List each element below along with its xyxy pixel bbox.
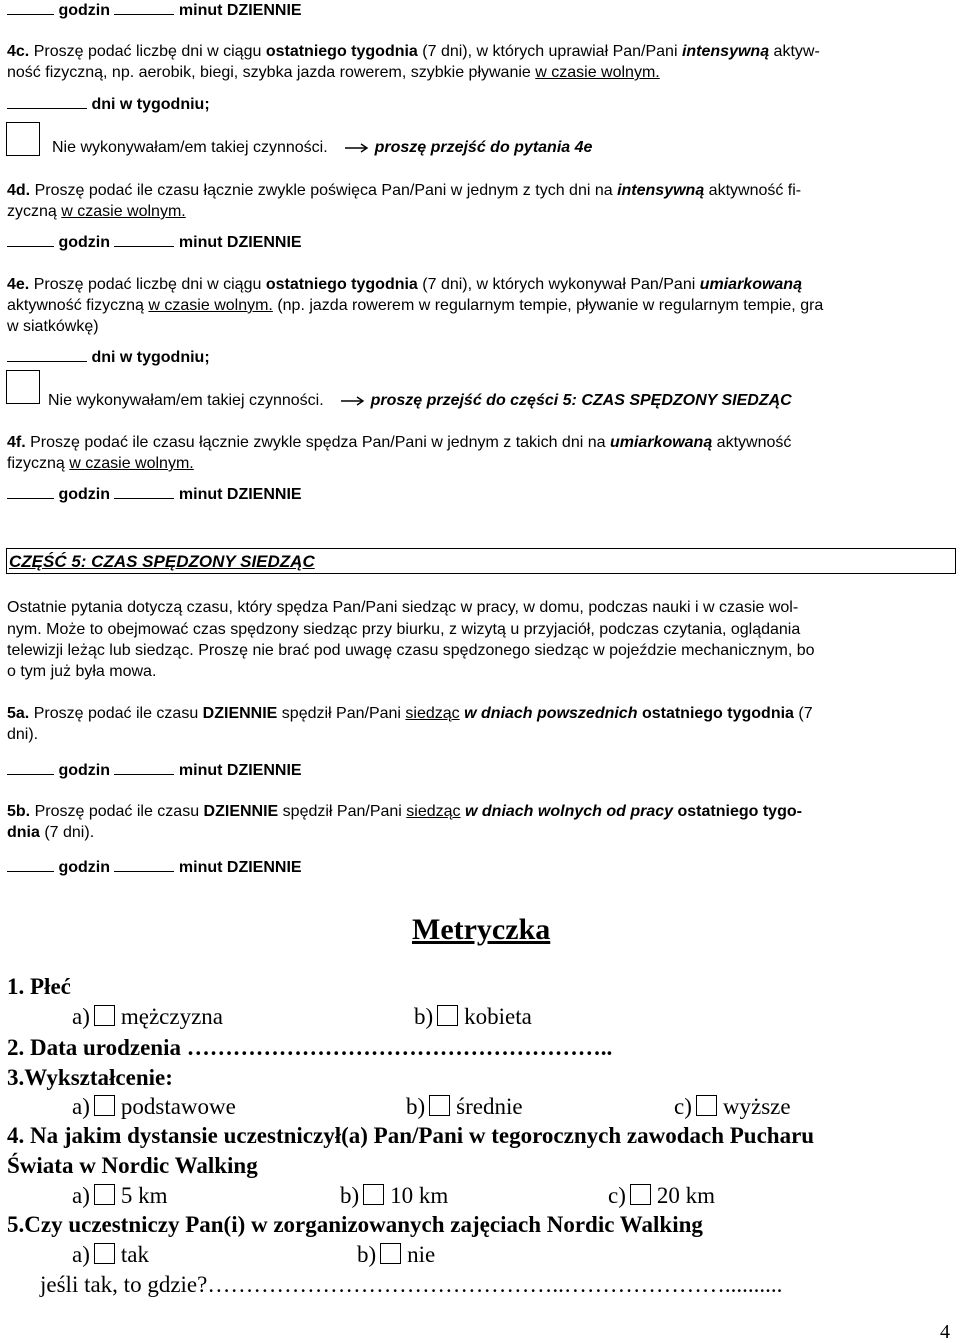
- hours-label: godzin: [58, 2, 110, 19]
- q2-birthdate: 2. Data urodzenia ………………………………………………..: [7, 1035, 613, 1060]
- days-blank[interactable]: [7, 347, 87, 362]
- q4f-line-1: 4f. Proszę podać ile czasu łącznie zwykle spędza Pan/Pani w jednym z takich dni na umiarkowaną aktywność: [7, 434, 792, 451]
- q1-option-b[interactable]: b) kobieta: [414, 1004, 532, 1029]
- hours-label: godzin: [58, 486, 110, 503]
- q5-option-a[interactable]: a) tak: [72, 1242, 149, 1267]
- skip-instruction: proszę przejść do części 5: CZAS SPĘDZONY SIEDZĄC: [370, 392, 792, 409]
- top-duration-line: [7, 0, 302, 21]
- q4-option-b[interactable]: b) 10 km: [340, 1183, 449, 1208]
- q5a-line-1: 5a. Proszę podać ile czasu DZIENNIE spędził Pan/Pani siedząc w dniach powszednich ostatniego tygodnia (7: [7, 705, 813, 722]
- q4e-days-line: [7, 347, 210, 368]
- hours-blank[interactable]: [7, 484, 54, 499]
- part5-intro-line-2: nym. Może to obejmować czas spędzony siedząc przy biurku, z wizytą u przyjaciół, podczas czytania, oglądania: [7, 621, 801, 638]
- q4c-none-line: [52, 138, 592, 158]
- q3-option-a[interactable]: a) podstawowe: [72, 1094, 236, 1119]
- q4c-line-2: ność fizyczną, np. aerobik, biegi, szybka jazda rowerem, szybkie pływanie w czasie wolnym.: [7, 64, 660, 81]
- days-blank[interactable]: [7, 94, 87, 109]
- q4e-none-line: [48, 391, 792, 411]
- q4-10km-checkbox[interactable]: [363, 1184, 384, 1205]
- minutes-blank[interactable]: [114, 857, 174, 872]
- q5b-line-1: 5b. Proszę podać ile czasu DZIENNIE spędził Pan/Pani siedząc w dniach wolnych od pracy ostatniego tygo-: [7, 803, 802, 820]
- q4e-line-3: w siatkówkę): [7, 318, 99, 335]
- part5-intro-line-3: telewizji leżąc lub siedząc. Proszę nie brać pod uwagę czasu spędzonego siedząc w pojeździe mechanicznym, bo: [7, 642, 815, 659]
- q4c-none-checkbox[interactable]: [6, 122, 40, 156]
- q4e-none-checkbox[interactable]: [6, 370, 40, 404]
- hours-label: godzin: [58, 859, 110, 876]
- q1-option-a[interactable]: a) mężczyzna: [72, 1004, 224, 1029]
- hours-blank[interactable]: [7, 0, 54, 15]
- q4e-line-1: 4e. Proszę podać liczbę dni w ciągu ostatniego tygodnia (7 dni), w których wykonywał Pan/Pani umiarkowaną: [7, 276, 802, 293]
- q4c-line-1: 4c. Proszę podać liczbę dni w ciągu ostatniego tygodnia (7 dni), w których uprawiał Pan/Pani intensywną aktyw-: [7, 43, 820, 60]
- q3-option-b[interactable]: b) średnie: [406, 1094, 523, 1119]
- q3-secondary-checkbox[interactable]: [429, 1095, 450, 1116]
- none-label: Nie wykonywałam/em takiej czynności.: [52, 139, 328, 156]
- minutes-label: minut DZIENNIE: [178, 859, 302, 876]
- none-label: Nie wykonywałam/em takiej czynności.: [48, 392, 324, 409]
- q1-male-checkbox[interactable]: [94, 1005, 115, 1026]
- days-label: dni w tygodniu;: [91, 96, 210, 113]
- q1-female-checkbox[interactable]: [437, 1005, 458, 1026]
- part5-intro-line-1: Ostatnie pytania dotyczą czasu, który spędza Pan/Pani siedząc w pracy, w domu, podczas nauki i w czasie wol-: [7, 599, 799, 616]
- q4d-duration-line: [7, 232, 302, 253]
- q4d-line-1: 4d. Proszę podać ile czasu łącznie zwykle poświęca Pan/Pani w jednym z tych dni na intensywną aktywność fi-: [7, 182, 802, 199]
- q4-option-c[interactable]: c) 20 km: [608, 1183, 716, 1208]
- part5-header: [6, 548, 956, 574]
- q3-label: 3.Wykształcenie:: [7, 1065, 173, 1090]
- q4-5km-checkbox[interactable]: [94, 1184, 115, 1205]
- q4c-days-line: [7, 94, 210, 115]
- q5-option-b[interactable]: b) nie: [357, 1242, 436, 1267]
- part5-intro-line-4: o tym już była mowa.: [7, 663, 157, 680]
- q4-option-a[interactable]: a) 5 km: [72, 1183, 168, 1208]
- q5-where-line[interactable]: jeśli tak, to gdzie?………………………………………..…………………..........: [40, 1272, 783, 1297]
- q5b-line-2: dnia (7 dni).: [7, 824, 95, 841]
- q5-label: 5.Czy uczestniczy Pan(i) w zorganizowanych zajęciach Nordic Walking: [7, 1212, 703, 1237]
- hours-blank[interactable]: [7, 232, 54, 247]
- q5a-line-2: dni).: [7, 726, 39, 743]
- q5-no-checkbox[interactable]: [380, 1243, 401, 1264]
- q3-higher-checkbox[interactable]: [696, 1095, 717, 1116]
- minutes-label: minut DZIENNIE: [178, 762, 302, 779]
- q5a-duration-line: [7, 760, 302, 781]
- arrow-right-icon: [340, 395, 366, 407]
- q4-20km-checkbox[interactable]: [630, 1184, 651, 1205]
- minutes-label: minut DZIENNIE: [178, 486, 302, 503]
- q4f-duration-line: [7, 484, 302, 505]
- q1-label: 1. Płeć: [7, 974, 71, 999]
- part5-title: CZĘŚĆ 5: CZAS SPĘDZONY SIEDZĄC: [9, 552, 315, 571]
- arrow-right-icon: [344, 142, 370, 154]
- q4f-line-2: fizyczną w czasie wolnym.: [7, 455, 194, 472]
- q5-yes-checkbox[interactable]: [94, 1243, 115, 1264]
- q4d-line-2: zyczną w czasie wolnym.: [7, 203, 186, 220]
- minutes-blank[interactable]: [114, 0, 174, 15]
- minutes-label: minut DZIENNIE: [178, 234, 302, 251]
- q3-option-c[interactable]: c) wyższe: [674, 1094, 791, 1119]
- minutes-blank[interactable]: [114, 232, 174, 247]
- hours-blank[interactable]: [7, 857, 54, 872]
- skip-instruction: proszę przejść do pytania 4e: [374, 139, 593, 156]
- metryczka-title: Metryczka: [412, 913, 551, 946]
- minutes-blank[interactable]: [114, 484, 174, 499]
- q5b-duration-line: [7, 857, 302, 878]
- hours-label: godzin: [58, 762, 110, 779]
- q4e-line-2: aktywność fizyczną w czasie wolnym. (np. jazda rowerem w regularnym tempie, pływanie w regularnym tempie, gra: [7, 297, 824, 314]
- hours-blank[interactable]: [7, 760, 54, 775]
- q4-line-2: Świata w Nordic Walking: [7, 1153, 258, 1178]
- minutes-blank[interactable]: [114, 760, 174, 775]
- hours-label: godzin: [58, 234, 110, 251]
- days-label: dni w tygodniu;: [91, 349, 210, 366]
- q4-line-1: 4. Na jakim dystansie uczestniczył(a) Pan/Pani w tegorocznych zawodach Pucharu: [7, 1123, 815, 1148]
- minutes-label: minut DZIENNIE: [178, 2, 302, 19]
- q3-primary-checkbox[interactable]: [94, 1095, 115, 1116]
- page-number: 4: [940, 1321, 950, 1343]
